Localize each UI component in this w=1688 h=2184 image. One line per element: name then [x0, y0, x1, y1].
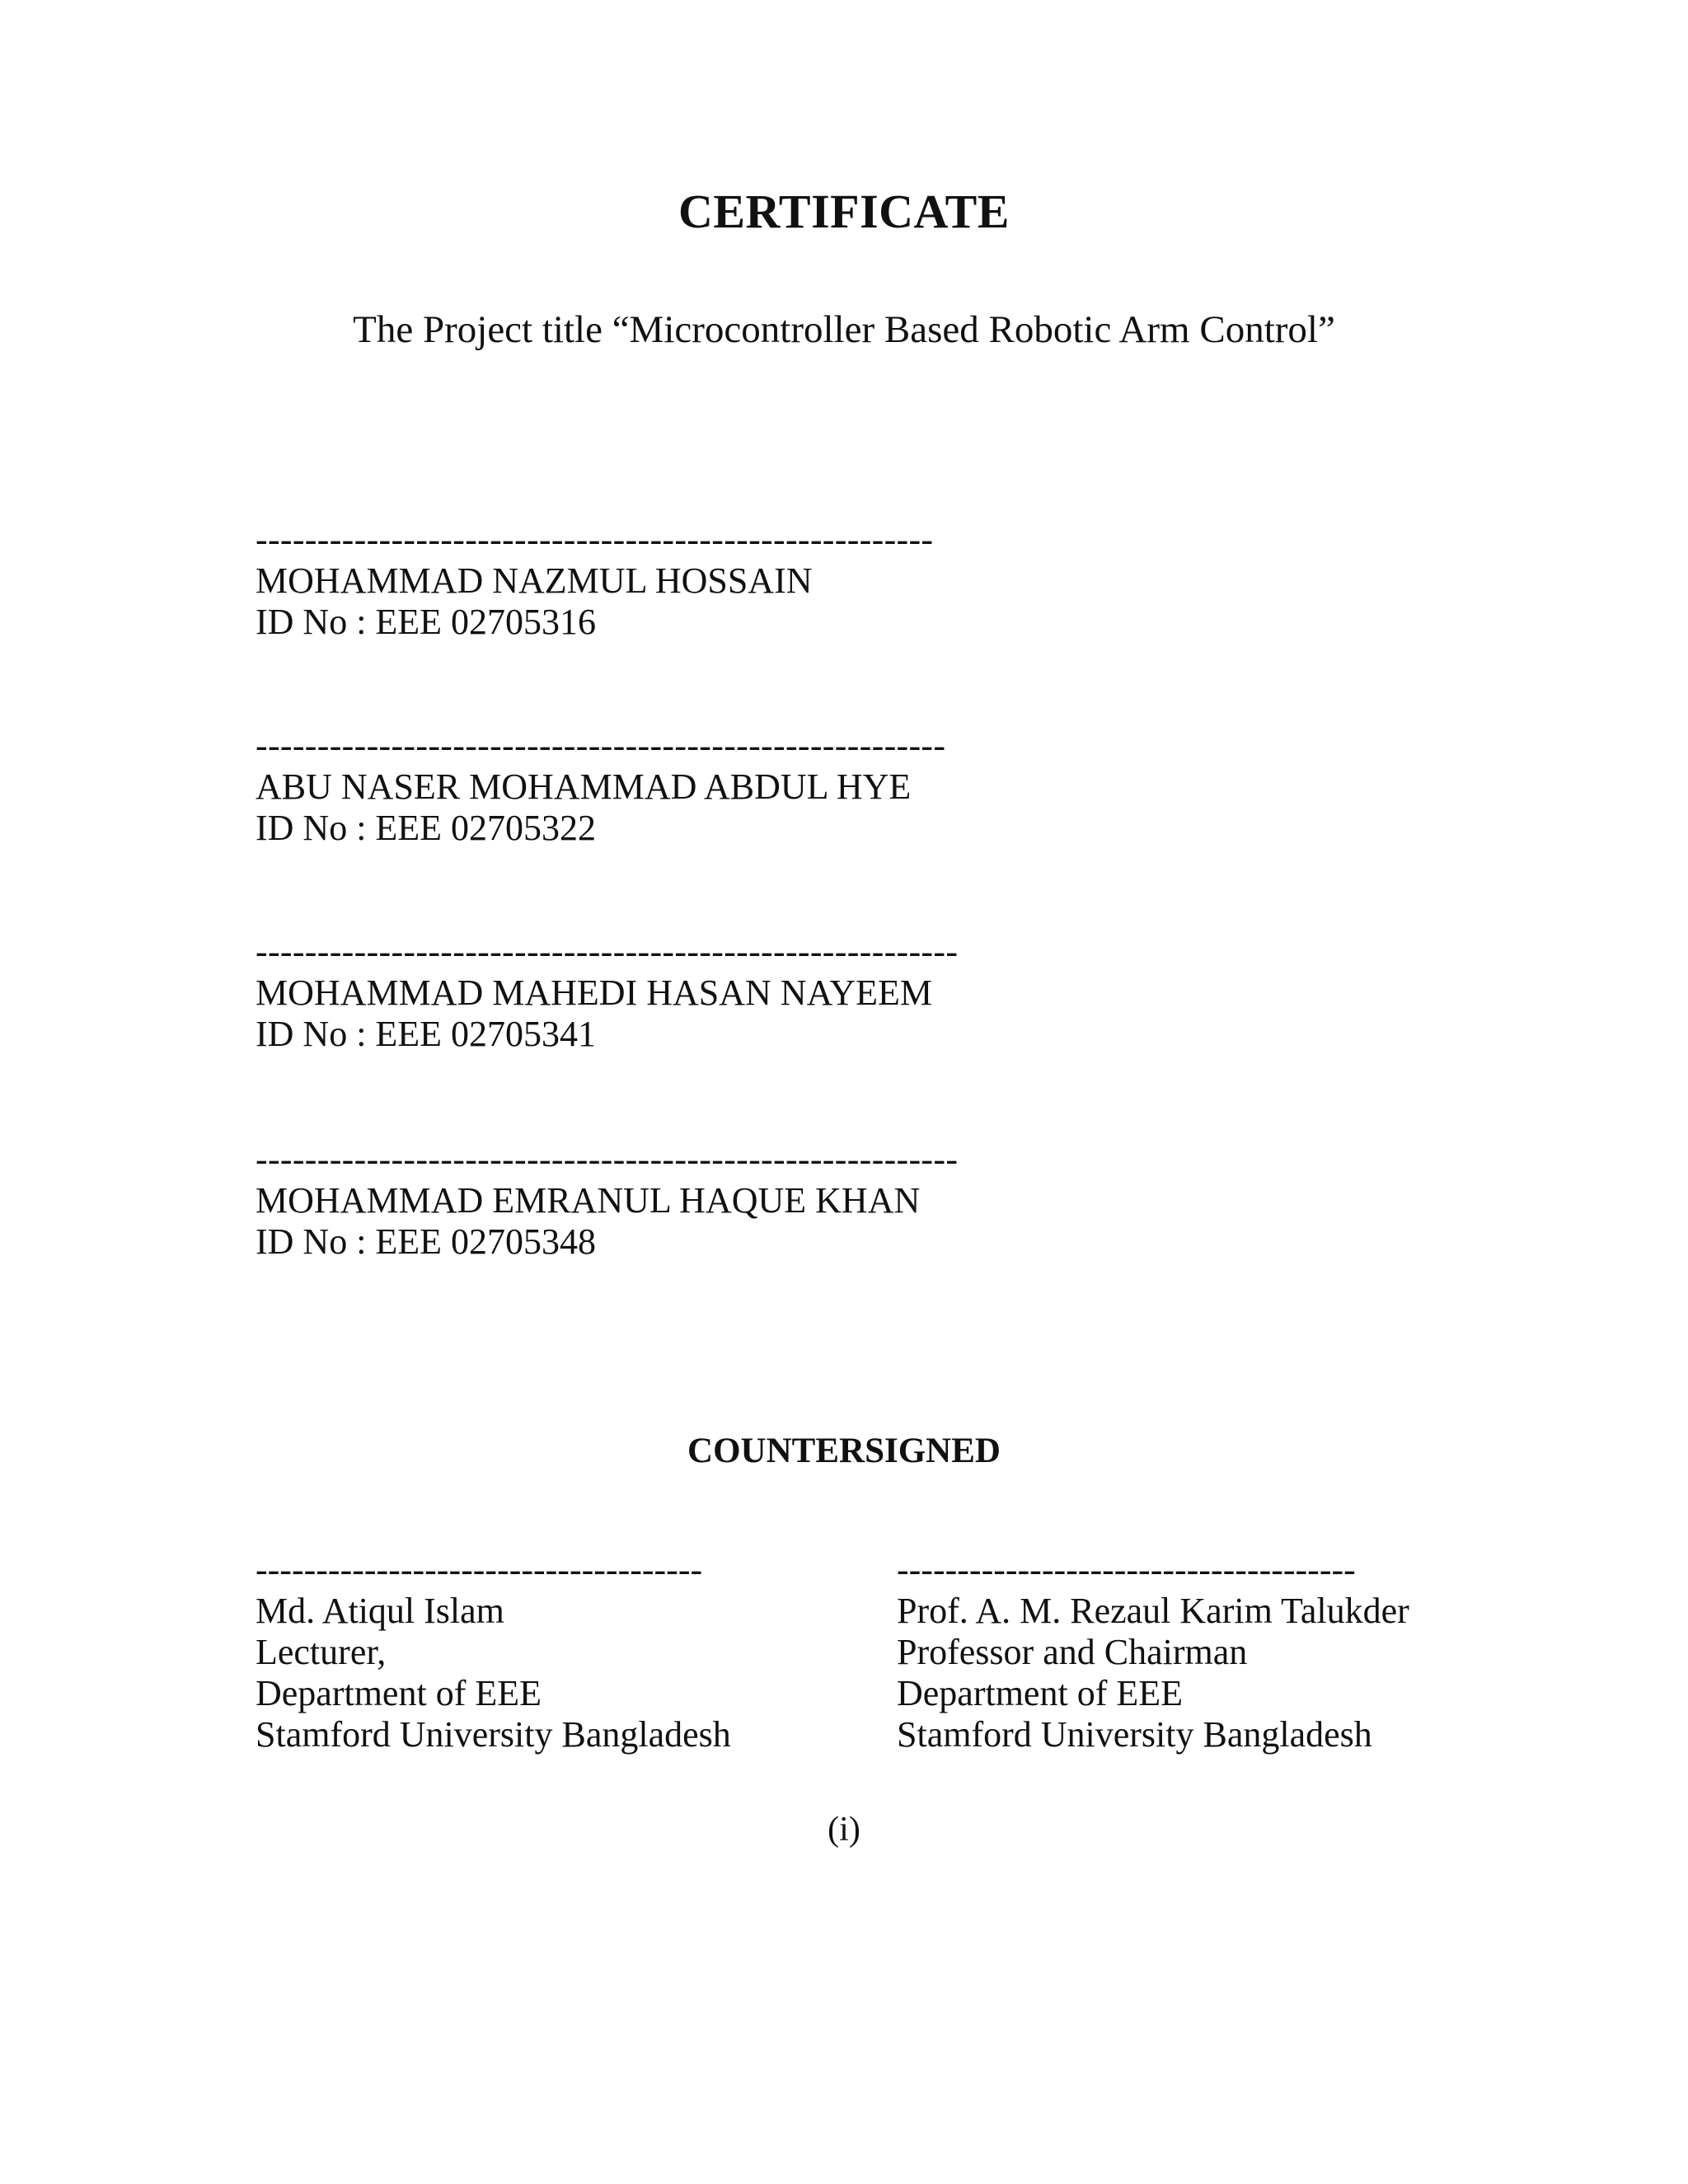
- signer-block-1: [256, 519, 933, 643]
- signature-line: ---------------------------------------------------------: [256, 931, 959, 972]
- signer-block-2: [256, 725, 945, 849]
- signer-id: ID No : EEE 02705341: [256, 1014, 597, 1054]
- signature-line: -------------------------------------: [256, 1549, 703, 1590]
- certificate-title: CERTIFICATE: [678, 185, 1010, 238]
- countersigner-position: Professor and Chairman: [897, 1632, 1248, 1672]
- page-number: (i): [828, 1811, 860, 1849]
- signer-name: ABU NASER MOHAMMAD ABDUL HYE: [256, 766, 912, 807]
- signer-id: ID No : EEE 02705316: [256, 602, 597, 642]
- signer-block-4: [256, 1139, 958, 1263]
- signer-name: MOHAMMAD MAHEDI HASAN NAYEEM: [256, 972, 932, 1013]
- signature-line: --------------------------------------: [897, 1549, 1356, 1590]
- signer-id: ID No : EEE 02705322: [256, 808, 597, 848]
- signature-line: --------------------------------------------------------: [256, 725, 946, 766]
- countersigner-name: Md. Atiqul Islam: [256, 1591, 504, 1631]
- project-title-line: The Project title “Microcontroller Based Robotic Arm Control”: [353, 308, 1335, 351]
- signer-id: ID No : EEE 02705348: [256, 1221, 597, 1262]
- countersigner-block-chairman: [897, 1549, 1409, 1755]
- countersigner-department: Department of EEE: [897, 1673, 1183, 1713]
- countersigned-heading: COUNTERSIGNED: [687, 1432, 1001, 1470]
- countersigner-department: Department of EEE: [256, 1673, 542, 1713]
- signer-block-3: [256, 931, 958, 1055]
- countersigner-institution: Stamford University Bangladesh: [897, 1714, 1372, 1755]
- signature-line: -------------------------------------------------------: [256, 519, 934, 560]
- countersigner-block-lecturer: [256, 1549, 731, 1755]
- signer-name: MOHAMMAD EMRANUL HAQUE KHAN: [256, 1180, 921, 1221]
- countersigner-institution: Stamford University Bangladesh: [256, 1714, 731, 1755]
- signature-line: ---------------------------------------------------------: [256, 1139, 959, 1179]
- countersigner-position: Lecturer,: [256, 1632, 387, 1672]
- signer-name: MOHAMMAD NAZMUL HOSSAIN: [256, 560, 813, 601]
- countersigner-name: Prof. A. M. Rezaul Karim Talukder: [897, 1591, 1409, 1631]
